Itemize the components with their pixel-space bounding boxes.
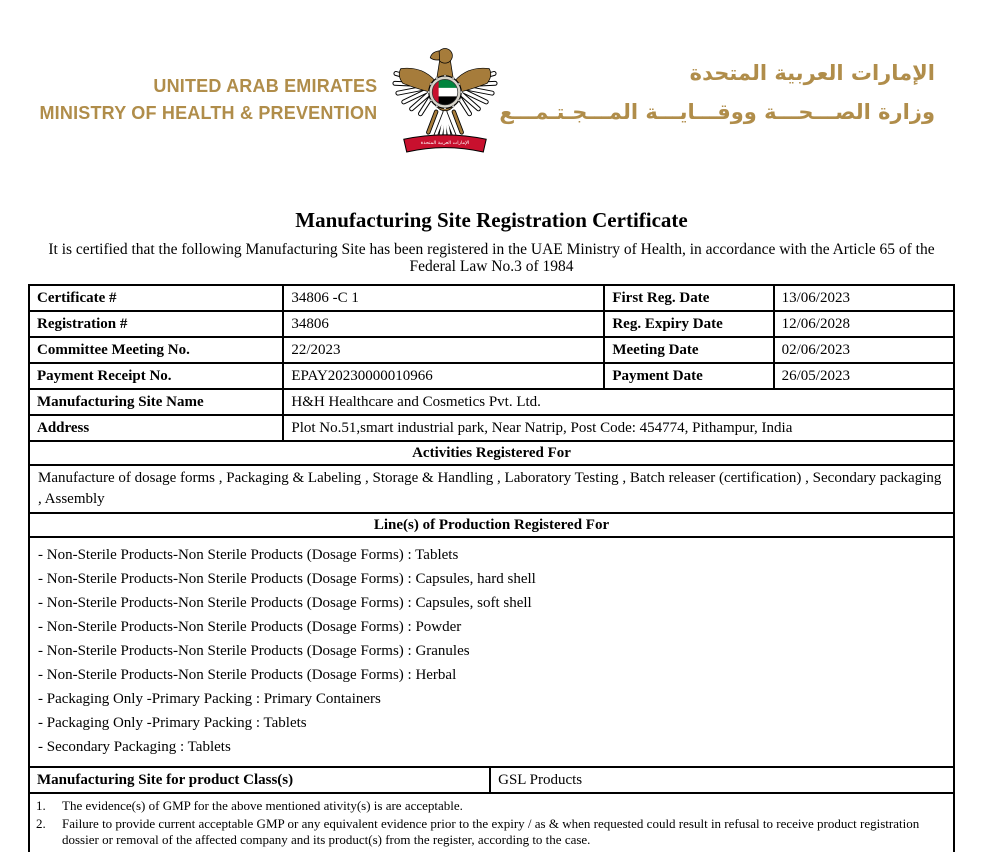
site-name-value: H&H Healthcare and Cosmetics Pvt. Ltd.	[283, 389, 954, 415]
detail-value-2: 12/06/2028	[774, 311, 954, 337]
site-name-label: Manufacturing Site Name	[29, 389, 283, 415]
detail-label: Committee Meeting No.	[29, 337, 283, 363]
org-name-ar-line2: وزارة الصـــحـــة ووقـــايـــة المـــجـتـمـــع	[499, 100, 935, 124]
detail-label: Certificate #	[29, 285, 283, 311]
detail-row	[29, 363, 954, 389]
certificate-table-wrap	[28, 284, 955, 794]
detail-value: 22/2023	[283, 337, 604, 363]
production-line-item: - Non-Sterile Products-Non Sterile Products (Dosage Forms) : Tablets	[38, 547, 459, 563]
detail-value: EPAY20230000010966	[283, 363, 604, 389]
product-class-row	[29, 767, 954, 793]
production-line-item: - Non-Sterile Products-Non Sterile Products (Dosage Forms) : Capsules, hard shell	[38, 571, 536, 587]
footnote-number: 2.	[36, 815, 46, 831]
production-line-item: - Packaging Only -Primary Packing : Tablets	[38, 715, 307, 731]
address-label: Address	[29, 415, 283, 441]
detail-label-2: Payment Date	[604, 363, 773, 389]
detail-label-2: Meeting Date	[604, 337, 773, 363]
footnote-item	[36, 816, 947, 849]
ministry-name-english	[30, 38, 391, 127]
detail-label: Payment Receipt No.	[29, 363, 283, 389]
detail-row	[29, 337, 954, 363]
production-line-item: - Secondary Packaging : Tablets	[38, 739, 231, 755]
detail-row	[29, 311, 954, 337]
detail-value: 34806 -C 1	[283, 285, 604, 311]
footnote-text: Failure to provide current acceptable GMP or any equivalent evidence prior to the expiry / as & when requested could result in refusal to receive product registration dossier or removal of the affected company and its product(s) from the register, according to the case.	[62, 815, 920, 847]
production-line-item: - Non-Sterile Products-Non Sterile Products (Dosage Forms) : Herbal	[38, 667, 457, 683]
production-section-title: Line(s) of Production Registered For	[29, 513, 954, 537]
uae-falcon-emblem-icon	[391, 38, 499, 166]
detail-label-2: First Reg. Date	[604, 285, 773, 311]
address-value: Plot No.51,smart industrial park, Near Natrip, Post Code: 454774, Pithampur, India	[283, 415, 954, 441]
org-name-en-line1: UNITED ARAB EMIRATES	[153, 76, 378, 96]
address-row	[29, 415, 954, 441]
detail-label: Registration #	[29, 311, 283, 337]
production-line-item: - Non-Sterile Products-Non Sterile Products (Dosage Forms) : Powder	[38, 619, 462, 635]
header	[0, 0, 983, 166]
certificate-table	[28, 284, 955, 768]
footnote-item	[36, 798, 947, 815]
activities-header-row	[29, 441, 954, 465]
production-lines-row	[29, 537, 954, 767]
detail-label-2: Reg. Expiry Date	[604, 311, 773, 337]
footnote-text: The evidence(s) of GMP for the above mentioned ativity(s) is are acceptable.	[62, 798, 463, 813]
detail-rows	[29, 285, 954, 389]
detail-row	[29, 285, 954, 311]
activities-text-row	[29, 465, 954, 513]
production-header-row	[29, 513, 954, 537]
certificate-title: Manufacturing Site Registration Certificate	[295, 208, 688, 232]
footnote-number: 1.	[36, 798, 46, 813]
production-line-item: - Non-Sterile Products-Non Sterile Products (Dosage Forms) : Capsules, soft shell	[38, 595, 532, 611]
product-class-label: Manufacturing Site for product Class(s)	[29, 767, 490, 793]
svg-text:الإمارات العربية المتحدة: الإمارات العربية المتحدة	[421, 140, 470, 147]
site-name-row	[29, 389, 954, 415]
org-name-en-line2: MINISTRY OF HEALTH & PREVENTION	[39, 103, 378, 123]
certificate-subtitle: It is certified that the following Manufacturing Site has been registered in the UAE Ministry of Health, in accordance with the Article 65 of the Federal Law No.3 of 1984	[48, 241, 935, 275]
production-lines-cell	[29, 537, 954, 767]
detail-value-2: 26/05/2023	[774, 363, 954, 389]
product-class-value: GSL Products	[490, 767, 954, 793]
detail-value-2: 13/06/2023	[774, 285, 954, 311]
production-lines-list	[38, 543, 945, 759]
detail-value-2: 02/06/2023	[774, 337, 954, 363]
production-line-item: - Non-Sterile Products-Non Sterile Products (Dosage Forms) : Granules	[38, 643, 470, 659]
detail-value: 34806	[283, 311, 604, 337]
production-line-item: - Packaging Only -Primary Packing : Primary Containers	[38, 691, 381, 707]
org-name-ar-line1: الإمارات العربية المتحدة	[689, 61, 935, 85]
footnotes-list	[36, 798, 947, 849]
ministry-name-arabic	[499, 38, 943, 132]
footnotes-box	[28, 792, 955, 852]
product-class-table	[28, 766, 955, 794]
activities-text: Manufacture of dosage forms , Packaging & Labeling , Storage & Handling , Laboratory Testing , Batch releaser (certification) , Secondary packaging , Assembly	[29, 465, 954, 513]
activities-section-title: Activities Registered For	[29, 441, 954, 465]
